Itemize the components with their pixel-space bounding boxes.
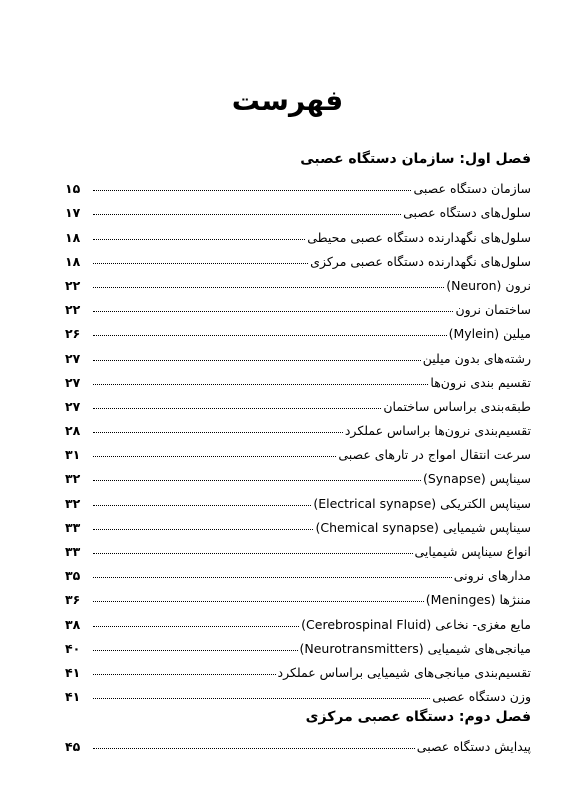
toc-page-number: ۲۷ <box>65 374 81 390</box>
toc-page-number: ۲۲ <box>65 302 81 318</box>
toc-entry[interactable] <box>65 366 531 390</box>
toc-entry[interactable] <box>65 486 531 510</box>
toc-entry-label: نرون (Neuron) <box>446 277 531 293</box>
toc-entry-label: پیدایش دستگاه عصبی <box>416 739 531 755</box>
dot-leader <box>93 553 413 554</box>
table-of-contents <box>65 146 531 754</box>
toc-entry-label: تقسیم‌بندی نرون‌ها براساس عملکرد <box>344 423 531 439</box>
toc-page-number: ۳۲ <box>65 495 81 511</box>
dot-leader <box>93 505 311 506</box>
toc-page-number: ۱۸ <box>65 253 81 269</box>
dot-leader <box>93 408 381 409</box>
dot-leader <box>93 384 428 385</box>
toc-page-number: ۲۲ <box>65 277 81 293</box>
toc-entry-label: سلول‌های دستگاه عصبی <box>403 205 531 221</box>
dot-leader <box>93 432 343 433</box>
dot-leader <box>93 311 453 312</box>
toc-entry-label: سرعت انتقال امواج در تارهای عصبی <box>338 447 531 463</box>
toc-entry-label: سیناپس الکتریکی (Electrical synapse) <box>313 495 531 511</box>
toc-page-number: ۱۵ <box>65 181 81 197</box>
toc-entry[interactable] <box>65 414 531 438</box>
toc-page-number: ۳۸ <box>65 616 81 632</box>
dot-leader <box>93 214 401 215</box>
toc-page-number: ۱۸ <box>65 229 81 245</box>
toc-entry[interactable] <box>65 293 531 317</box>
dot-leader <box>93 263 308 264</box>
dot-leader <box>93 626 299 627</box>
toc-entry[interactable] <box>65 632 531 656</box>
dot-leader <box>93 674 276 675</box>
dot-leader <box>93 456 336 457</box>
toc-entry[interactable] <box>65 511 531 535</box>
toc-entry[interactable] <box>65 607 531 631</box>
toc-entry[interactable] <box>65 390 531 414</box>
dot-leader <box>93 601 424 602</box>
toc-entry-label: میلین (Mylein) <box>448 326 531 342</box>
dot-leader <box>93 480 421 481</box>
toc-entry-label: سازمان دستگاه عصبی <box>413 181 531 197</box>
toc-page-number: ۲۷ <box>65 398 81 414</box>
toc-entry[interactable] <box>65 269 531 293</box>
toc-page-number: ۴۰ <box>65 640 81 656</box>
toc-entry-label: رشته‌های بدون میلین <box>422 350 531 366</box>
toc-entry-label: مایع مغزی- نخاعی (Cerebrospinal Fluid) <box>301 616 531 632</box>
toc-entry[interactable] <box>65 680 531 704</box>
dot-leader <box>93 335 447 336</box>
toc-entry-label: تقسیم‌بندی میانجی‌های شیمیایی براساس عملکرد <box>277 664 531 680</box>
toc-entry-label: طبقه‌بندی براساس ساختمان <box>383 398 531 414</box>
toc-entry[interactable] <box>65 656 531 680</box>
dot-leader <box>93 529 313 530</box>
toc-entry-label: میانجی‌های شیمیایی (Neurotransmitters) <box>299 640 531 656</box>
dot-leader <box>93 698 430 699</box>
toc-entry-label: مننژها (Meninges) <box>425 592 531 608</box>
toc-page-number: ۲۶ <box>65 326 81 342</box>
toc-entry-label: انواع سیناپس شیمیایی <box>414 544 531 559</box>
toc-page-number: ۳۵ <box>65 568 81 584</box>
toc-entry[interactable] <box>65 317 531 341</box>
toc-page-number: ۳۲ <box>65 471 81 487</box>
toc-page-number: ۴۱ <box>65 664 81 680</box>
toc-page-number: ۳۳ <box>65 519 81 535</box>
toc-page-number: ۴۱ <box>65 689 81 705</box>
toc-entry[interactable] <box>65 220 531 244</box>
dot-leader <box>93 360 421 361</box>
toc-entry-label: ساختمان نرون <box>455 302 531 318</box>
toc-entry-label: سلول‌های نگهدارنده دستگاه عصبی محیطی <box>307 229 531 245</box>
toc-entry-label: سیناپس شیمیایی (Chemical synapse) <box>315 519 531 535</box>
toc-entry[interactable] <box>65 172 531 196</box>
dot-leader <box>93 190 411 191</box>
toc-entry[interactable] <box>65 730 531 754</box>
toc-entry[interactable] <box>65 559 531 583</box>
toc-entry-label: وزن دستگاه عصبی <box>432 689 531 705</box>
toc-entry[interactable] <box>65 245 531 269</box>
toc-entry-label: مدارهای نرونی <box>453 568 531 584</box>
dot-leader <box>93 650 298 651</box>
toc-entry-label: سلول‌های نگهدارنده دستگاه عصبی مرکزی <box>310 253 531 269</box>
toc-page-number: ۲۷ <box>65 350 81 366</box>
toc-entry-label: سیناپس (Synapse) <box>422 471 531 487</box>
toc-page-number: ۴۵ <box>65 739 81 755</box>
toc-entry[interactable] <box>65 462 531 486</box>
dot-leader <box>93 239 305 240</box>
toc-page-number: ۱۷ <box>65 205 81 221</box>
toc-page-number: ۲۸ <box>65 423 81 439</box>
toc-entry-label: تقسیم بندی نرون‌ها <box>430 374 531 390</box>
dot-leader <box>93 577 452 578</box>
toc-page-number: ۳۱ <box>65 447 81 463</box>
page-title: فهرست <box>231 84 344 117</box>
toc-page-number: ۳۳ <box>65 544 81 559</box>
toc-entry[interactable] <box>65 341 531 365</box>
chapter-heading: فصل اول: سازمان دستگاه عصبی <box>300 151 531 167</box>
toc-entry[interactable] <box>65 196 531 220</box>
dot-leader <box>93 287 444 288</box>
dot-leader <box>93 748 415 749</box>
toc-entry[interactable] <box>65 535 531 559</box>
toc-entry[interactable] <box>65 438 531 462</box>
toc-entry[interactable] <box>65 583 531 607</box>
chapter-heading: فصل دوم: دستگاه عصبی مرکزی <box>305 709 531 726</box>
toc-page-number: ۳۶ <box>65 592 81 608</box>
